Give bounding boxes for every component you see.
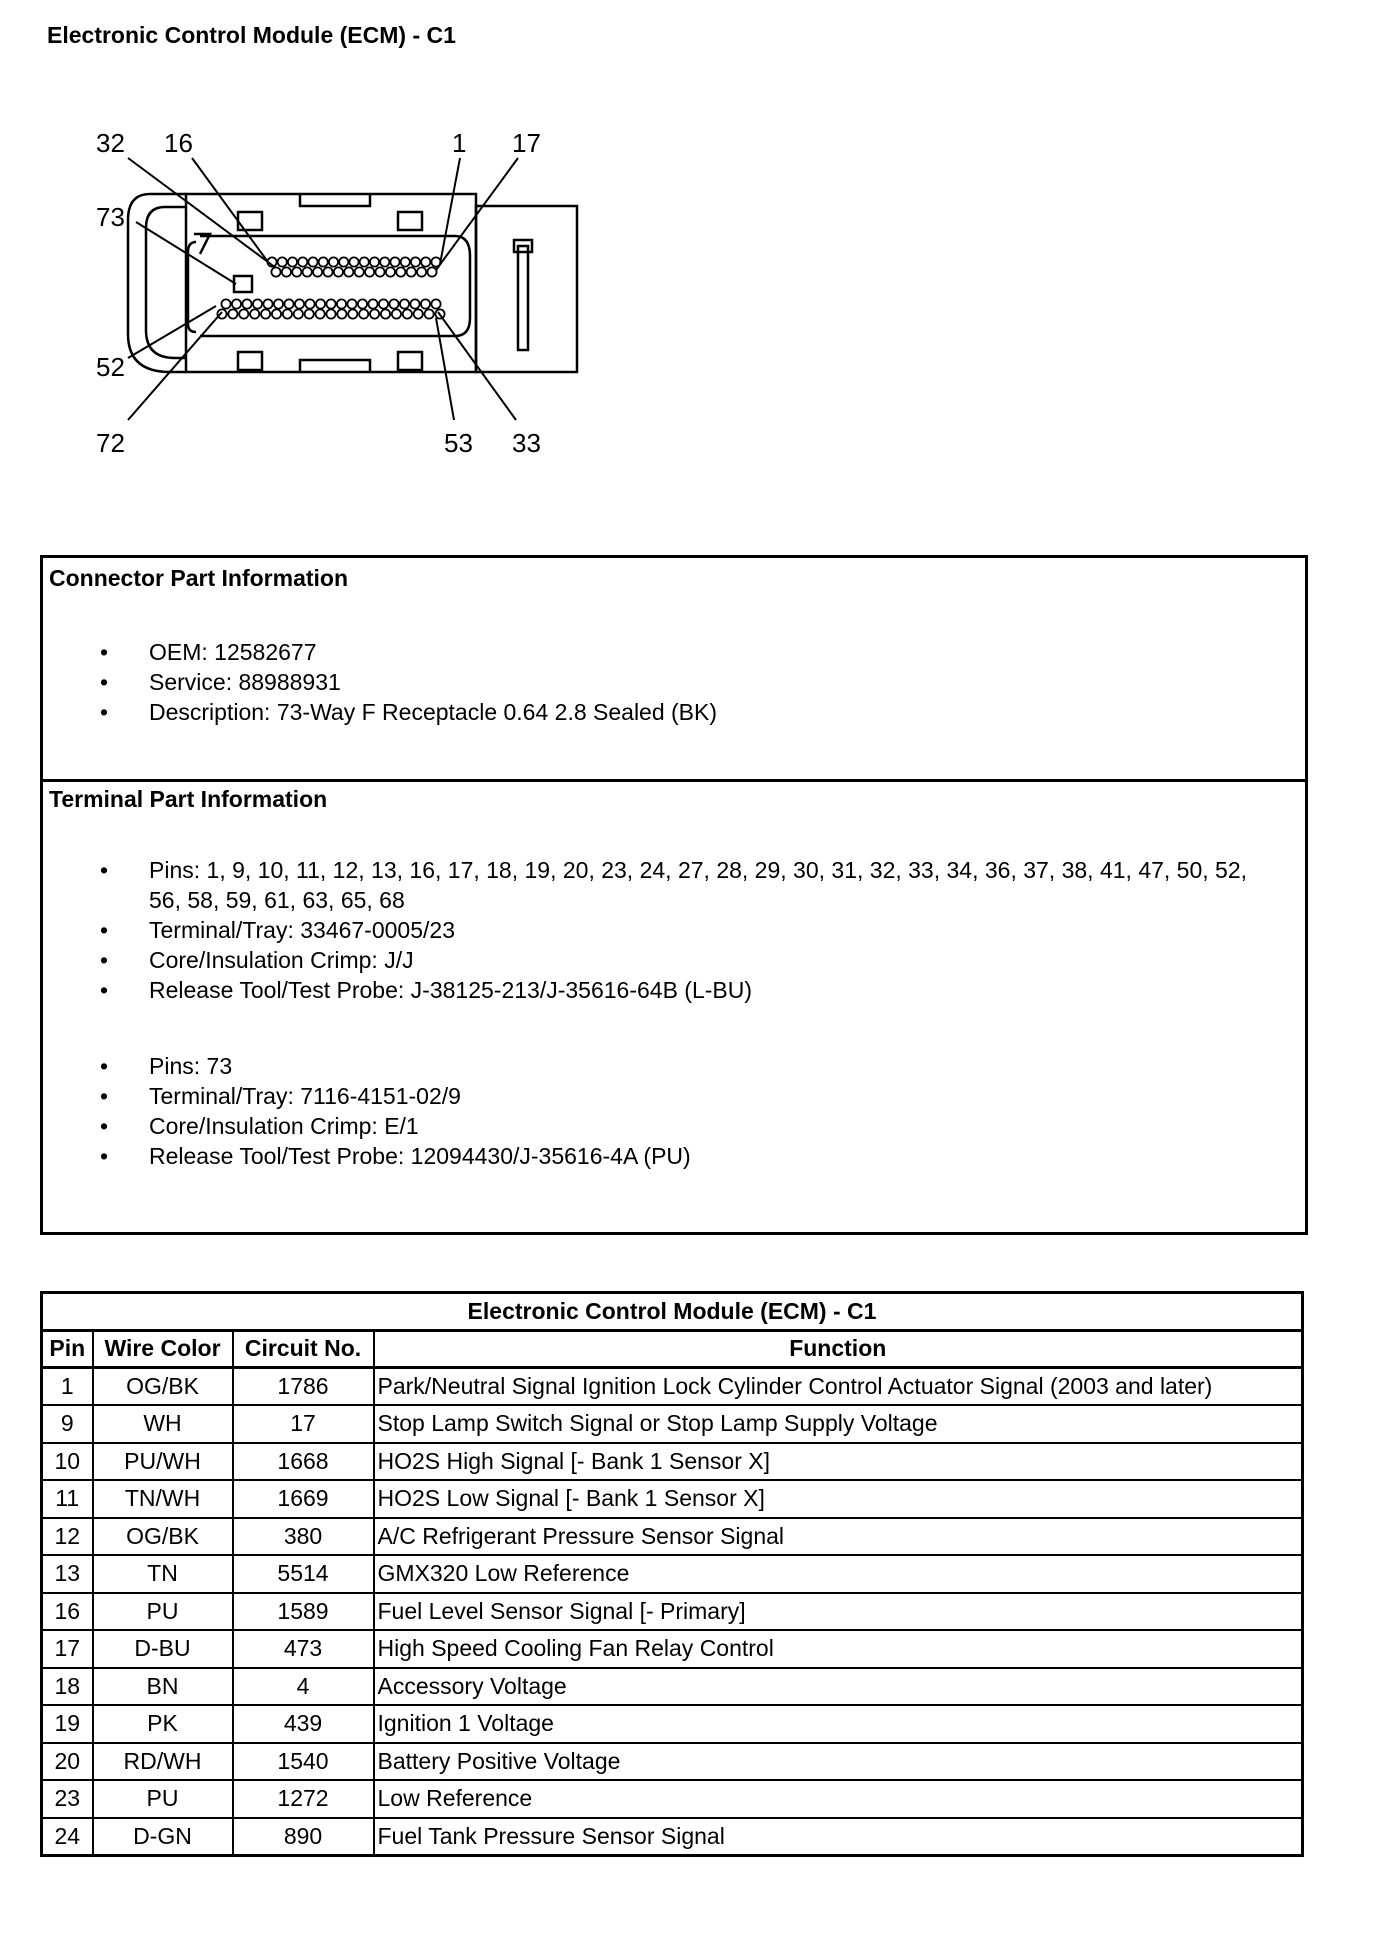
lower-row-a-pin-cavity	[337, 299, 346, 308]
lower-row-b-pin-cavity	[403, 309, 412, 318]
function-cell: Fuel Tank Pressure Sensor Signal	[374, 1818, 1303, 1856]
wire-color-cell: PU	[93, 1593, 233, 1631]
lower-row-a-pin-cavity	[253, 299, 262, 308]
wire-color-cell: BN	[93, 1668, 233, 1706]
lower-row-a-pin-cavity	[232, 299, 241, 308]
pin-cell: 24	[42, 1818, 93, 1856]
upper-row-b-pin-cavity	[427, 267, 436, 276]
lower-row-b-pin-cavity	[261, 309, 270, 318]
upper-row-a-pin-cavity	[329, 257, 338, 266]
connector-diagram	[0, 0, 600, 470]
lower-row-b-pin-cavity	[250, 309, 259, 318]
lower-row-b-pin-cavity	[348, 309, 357, 318]
pin-cell: 17	[42, 1630, 93, 1668]
upper-row-a-pin-cavity	[380, 257, 389, 266]
lower-row-b-pin-cavity	[272, 309, 281, 318]
lower-row-a-pin-cavity	[379, 299, 388, 308]
circuit-cell: 4	[233, 1668, 374, 1706]
upper-row-b-pin-cavity	[386, 267, 395, 276]
lower-row-b-pin-cavity	[305, 309, 314, 318]
lower-row-a-pin-cavity	[400, 299, 409, 308]
list-item: • Release Tool/Test Probe: 12094430/J-35616-4A (PU)	[43, 1141, 1305, 1171]
pin-cell: 13	[42, 1555, 93, 1593]
wire-color-cell: TN	[93, 1555, 233, 1593]
connector-part-info	[43, 558, 1305, 782]
function-cell: GMX320 Low Reference	[374, 1555, 1303, 1593]
upper-row-b-pin-cavity	[271, 267, 280, 276]
circuit-cell: 1669	[233, 1480, 374, 1518]
lower-row-a-pin-cavity	[326, 299, 335, 308]
function-cell: High Speed Cooling Fan Relay Control	[374, 1630, 1303, 1668]
function-cell: Low Reference	[374, 1780, 1303, 1818]
table-row	[42, 1405, 1303, 1443]
upper-row-a-pin-cavity	[349, 257, 358, 266]
upper-row-a-pin-cavity	[390, 257, 399, 266]
pin-label-53: 53	[444, 428, 473, 458]
function-cell: Fuel Level Sensor Signal [- Primary]	[374, 1593, 1303, 1631]
pin-label-16: 16	[164, 128, 193, 158]
function-cell: HO2S High Signal [- Bank 1 Sensor X]	[374, 1443, 1303, 1481]
table-row	[42, 1555, 1303, 1593]
connector-info-title: Connector Part Information	[49, 565, 349, 591]
wire-color-cell: TN/WH	[93, 1480, 233, 1518]
pin-cell: 10	[42, 1443, 93, 1481]
table-row	[42, 1705, 1303, 1743]
lower-row-a-pin-cavity	[305, 299, 314, 308]
column-header-circuit: Circuit No.	[233, 1330, 374, 1368]
lower-row-a-pin-cavity	[421, 299, 430, 308]
lower-row-a-pin-cavity	[221, 299, 230, 308]
circuit-cell: 17	[233, 1405, 374, 1443]
lower-row-b-pin-cavity	[337, 309, 346, 318]
lower-row-a-pin-cavity	[295, 299, 304, 308]
pin-label-33: 33	[512, 428, 541, 458]
list-item: • OEM: 12582677	[43, 637, 1305, 667]
upper-row-b-pin-cavity	[396, 267, 405, 276]
lower-row-b-pin-cavity	[228, 309, 237, 318]
circuit-cell: 5514	[233, 1555, 374, 1593]
lower-row-a-pin-cavity	[284, 299, 293, 308]
lower-row-a-pin-cavity	[242, 299, 251, 308]
upper-row-a-pin-cavity	[421, 257, 430, 266]
upper-row-b-pin-cavity	[313, 267, 322, 276]
function-cell: Accessory Voltage	[374, 1668, 1303, 1706]
table-row	[42, 1630, 1303, 1668]
wire-color-cell: WH	[93, 1405, 233, 1443]
upper-row-a-pin-cavity	[370, 257, 379, 266]
wire-color-cell: PK	[93, 1705, 233, 1743]
upper-row-b-pin-cavity	[323, 267, 332, 276]
lower-row-a-pin-cavity	[389, 299, 398, 308]
wire-color-cell: D-GN	[93, 1818, 233, 1856]
lower-row-b-pin-cavity	[239, 309, 248, 318]
list-item: • Pins: 73	[43, 1051, 1305, 1081]
upper-row-a-pin-cavity	[298, 257, 307, 266]
lower-row-b-pin-cavity	[359, 309, 368, 318]
pin-table-caption: Electronic Control Module (ECM) - C1	[42, 1293, 1303, 1331]
pin-cell: 12	[42, 1518, 93, 1556]
circuit-cell: 1540	[233, 1743, 374, 1781]
pin-label-1: 1	[452, 128, 467, 158]
connector-info-list	[43, 637, 1305, 727]
upper-row-a-pin-cavity	[339, 257, 348, 266]
terminal-info-title: Terminal Part Information	[49, 786, 328, 812]
function-cell: Stop Lamp Switch Signal or Stop Lamp Supply Voltage	[374, 1405, 1303, 1443]
table-row	[42, 1518, 1303, 1556]
lower-row-a-pin-cavity	[274, 299, 283, 308]
wire-color-cell: RD/WH	[93, 1743, 233, 1781]
function-cell: Park/Neutral Signal Ignition Lock Cylinder Control Actuator Signal (2003 and later)	[374, 1368, 1303, 1406]
circuit-cell: 380	[233, 1518, 374, 1556]
terminal-info-group-2	[43, 1051, 1305, 1171]
lower-row-a-pin-cavity	[263, 299, 272, 308]
circuit-cell: 1668	[233, 1443, 374, 1481]
upper-row-b-pin-cavity	[407, 267, 416, 276]
table-row	[42, 1780, 1303, 1818]
wire-color-cell: D-BU	[93, 1630, 233, 1668]
lower-row-b-pin-cavity	[316, 309, 325, 318]
pin-label-52: 52	[96, 352, 125, 382]
lower-row-b-pin-cavity	[425, 309, 434, 318]
lower-row-a-pin-cavity	[410, 299, 419, 308]
lower-row-a-pin-cavity	[368, 299, 377, 308]
upper-row-a-pin-cavity	[288, 257, 297, 266]
lower-row-b-pin-cavity	[370, 309, 379, 318]
lower-row-b-pin-cavity	[326, 309, 335, 318]
lower-row-a-pin-cavity	[347, 299, 356, 308]
pin-cell: 19	[42, 1705, 93, 1743]
lower-row-b-pin-cavity	[381, 309, 390, 318]
circuit-cell: 1786	[233, 1368, 374, 1406]
page-title: Electronic Control Module (ECM) - C1	[47, 22, 456, 48]
table-row	[42, 1368, 1303, 1406]
table-row	[42, 1480, 1303, 1518]
pin-cell: 1	[42, 1368, 93, 1406]
function-cell: A/C Refrigerant Pressure Sensor Signal	[374, 1518, 1303, 1556]
circuit-cell: 473	[233, 1630, 374, 1668]
upper-row-a-pin-cavity	[319, 257, 328, 266]
upper-row-b-pin-cavity	[303, 267, 312, 276]
circuit-cell: 1589	[233, 1593, 374, 1631]
lower-row-a-pin-cavity	[358, 299, 367, 308]
list-item: • Pins: 1, 9, 10, 11, 12, 13, 16, 17, 18, 19, 20, 23, 24, 27, 28, 29, 30, 31, 32, 33, 34, 36, 37, 38, 41, 47, 50, 52, 56, 58, 59, 61, 63, 65, 68	[43, 855, 1305, 915]
wire-color-cell: PU/WH	[93, 1443, 233, 1481]
pin-label-17: 17	[512, 128, 541, 158]
pin-label-32: 32	[96, 128, 125, 158]
wire-color-cell: OG/BK	[93, 1518, 233, 1556]
lower-row-b-pin-cavity	[414, 309, 423, 318]
lower-row-b-pin-cavity	[283, 309, 292, 318]
upper-row-b-pin-cavity	[292, 267, 301, 276]
wire-color-cell: OG/BK	[93, 1368, 233, 1406]
pin-cell: 16	[42, 1593, 93, 1631]
pin-table	[40, 1291, 1304, 1857]
circuit-cell: 439	[233, 1705, 374, 1743]
pin-cell: 20	[42, 1743, 93, 1781]
function-cell: Battery Positive Voltage	[374, 1743, 1303, 1781]
list-item: • Service: 88988931	[43, 667, 1305, 697]
upper-row-b-pin-cavity	[344, 267, 353, 276]
upper-row-a-pin-cavity	[308, 257, 317, 266]
pin-label-73: 73	[96, 202, 125, 232]
upper-row-b-pin-cavity	[334, 267, 343, 276]
list-item: • Release Tool/Test Probe: J-38125-213/J-35616-64B (L-BU)	[43, 975, 1305, 1005]
list-item: • Core/Insulation Crimp: J/J	[43, 945, 1305, 975]
upper-row-a-pin-cavity	[360, 257, 369, 266]
pin-cell: 11	[42, 1480, 93, 1518]
column-header-pin: Pin	[42, 1330, 93, 1368]
list-item: • Description: 73-Way F Receptacle 0.64 2.8 Sealed (BK)	[43, 697, 1305, 727]
upper-row-b-pin-cavity	[355, 267, 364, 276]
list-item: • Terminal/Tray: 7116-4151-02/9	[43, 1081, 1305, 1111]
table-row	[42, 1593, 1303, 1631]
lower-row-b-pin-cavity	[294, 309, 303, 318]
table-row	[42, 1668, 1303, 1706]
pin-cell: 9	[42, 1405, 93, 1443]
circuit-cell: 1272	[233, 1780, 374, 1818]
list-item: • Terminal/Tray: 33467-0005/23	[43, 915, 1305, 945]
upper-row-b-pin-cavity	[375, 267, 384, 276]
table-row	[42, 1743, 1303, 1781]
lower-row-a-pin-cavity	[316, 299, 325, 308]
pin-cell: 23	[42, 1780, 93, 1818]
function-cell: HO2S Low Signal [- Bank 1 Sensor X]	[374, 1480, 1303, 1518]
pin-cell: 18	[42, 1668, 93, 1706]
upper-row-a-pin-cavity	[278, 257, 287, 266]
table-row	[42, 1443, 1303, 1481]
upper-row-b-pin-cavity	[365, 267, 374, 276]
table-row	[42, 1818, 1303, 1856]
function-cell: Ignition 1 Voltage	[374, 1705, 1303, 1743]
pin-label-72: 72	[96, 428, 125, 458]
lower-row-a-pin-cavity	[431, 299, 440, 308]
list-item: • Core/Insulation Crimp: E/1	[43, 1111, 1305, 1141]
upper-row-a-pin-cavity	[401, 257, 410, 266]
terminal-info-group-1	[43, 855, 1305, 1005]
column-header-function: Function	[374, 1330, 1303, 1368]
upper-row-b-pin-cavity	[417, 267, 426, 276]
circuit-cell: 890	[233, 1818, 374, 1856]
column-header-wire-color: Wire Color	[93, 1330, 233, 1368]
wire-color-cell: PU	[93, 1780, 233, 1818]
terminal-part-info	[43, 779, 1305, 1232]
upper-row-a-pin-cavity	[411, 257, 420, 266]
part-info-box	[40, 555, 1308, 1235]
lower-row-b-pin-cavity	[392, 309, 401, 318]
upper-row-b-pin-cavity	[282, 267, 291, 276]
